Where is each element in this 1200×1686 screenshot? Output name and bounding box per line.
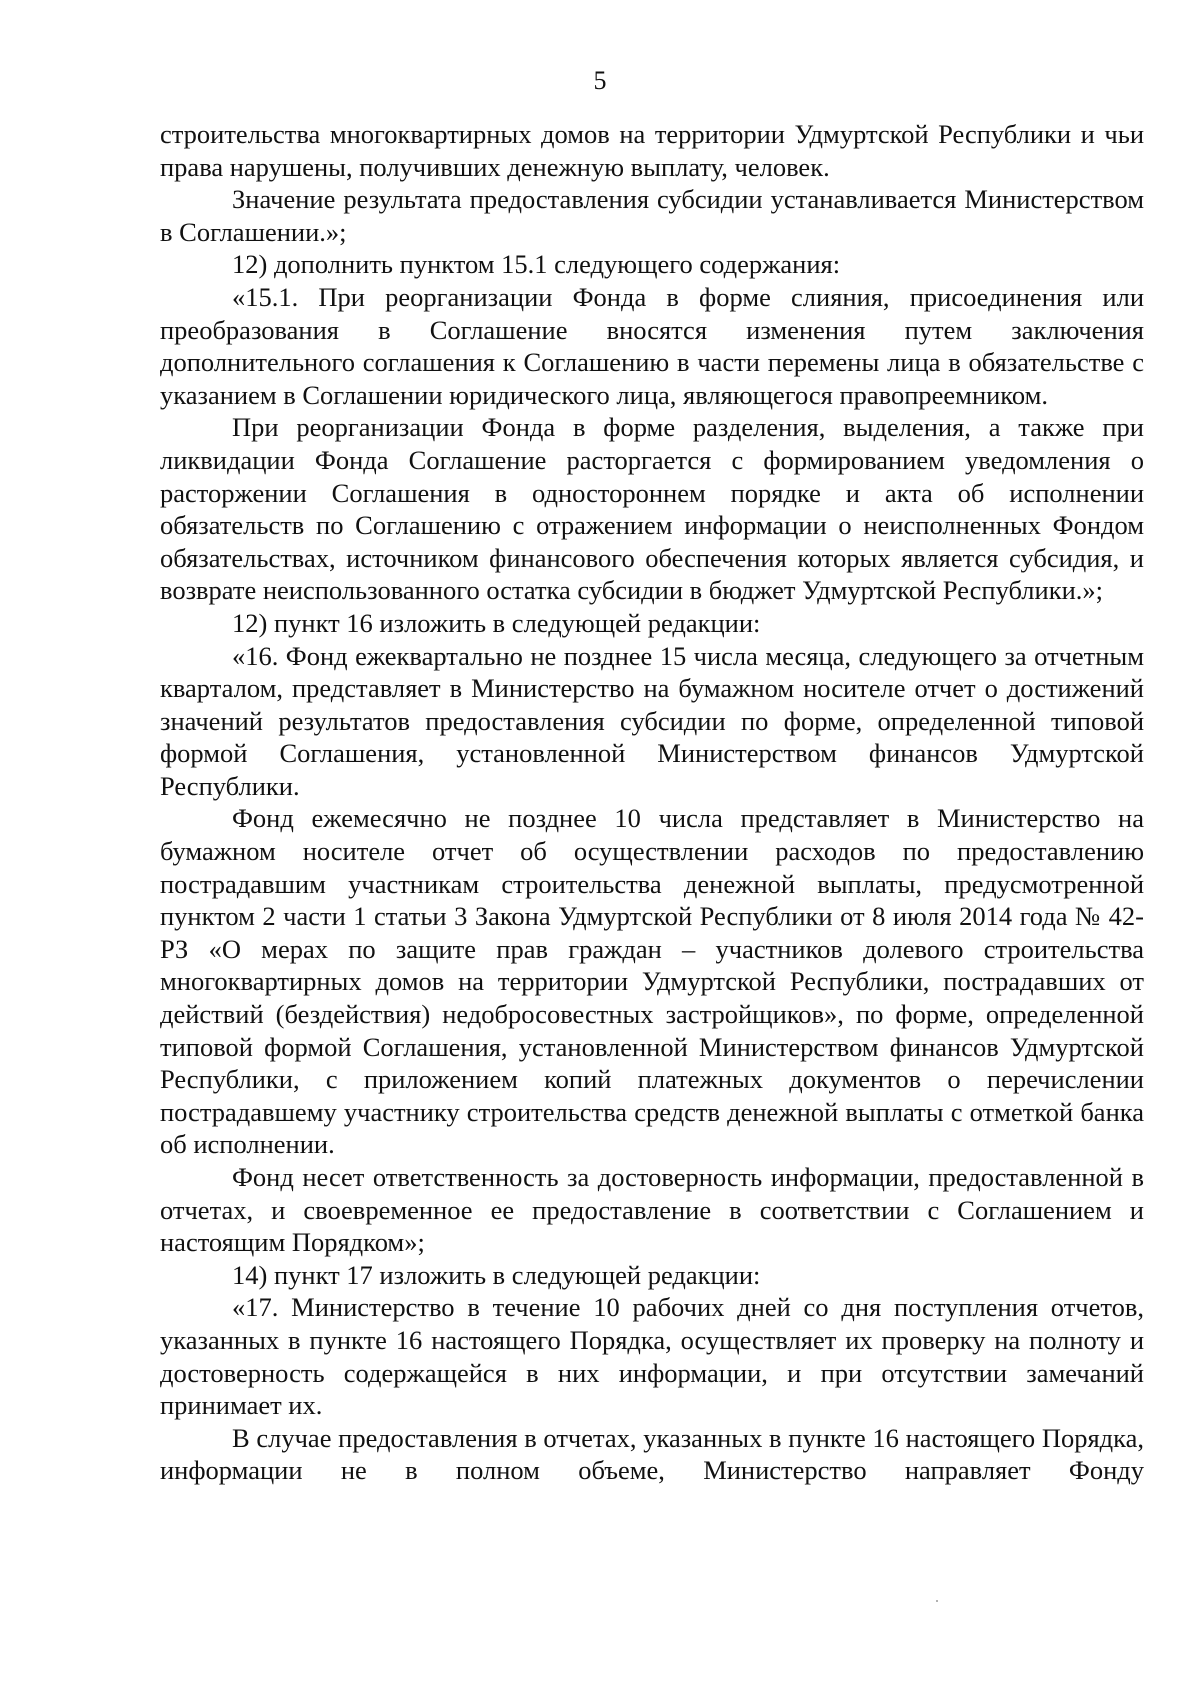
document-body	[160, 118, 1144, 1487]
clause-17: «17. Министерство в течение 10 рабочих дней со дня поступления отчетов, указанных в пункте 16 настоящего Порядка, осуществляет их проверку на полноту и достоверность содержащейся в них информации, и при отсутствии замечаний принимает их.	[160, 1292, 1144, 1421]
clause-16: «16. Фонд ежеквартально не позднее 15 числа месяца, следующего за отчетным кварталом, представляет в Министерство на бумажном носителе отчет о достижений значений результатов предоставления субсидии по форме, определенной типовой формой Соглашения, установленной Министерством финансов Удмуртской Республики.	[160, 640, 1144, 801]
paragraph-result-value: Значение результата предоставления субсидии устанавливается Министерством в Соглашении.»;	[160, 184, 1144, 247]
paragraph-monthly-report: Фонд ежемесячно не позднее 10 числа представляет в Министерство на бумажном носителе отчет об осуществлении расходов по предоставлению пострадавшим участникам строительства денежной выплаты, предусмотренной пунктом 2 части 1 статьи 3 Закона Удмуртской Республики от 8 июля 2014 года № 42-РЗ «О мерах по защите прав граждан – участников долевого строительства многоквартирных домов на территории Удмуртской Республики, пострадавших от действий (бездействия) недобросовестных застройщиков», по форме, определенной типовой формой Соглашения, установленной Министерством финансов Удмуртской Республики, с приложением копий платежных документов о перечислении пострадавшему участнику строительства средств денежной выплаты с отметкой банка об исполнении.	[160, 803, 1144, 1160]
paragraph-reorganization-termination: При реорганизации Фонда в форме разделения, выделения, а также при ликвидации Фонда Соглашение расторгается с формированием уведомления о расторжении Соглашения в одностороннем порядке и акта об исполнении обязательств по Соглашению с отражением информации о неисполненных Фондом обязательствах, источником финансового обеспечения которых является субсидия, и возврате неиспользованного остатка субсидии в бюджет Удмуртской Республики.»;	[160, 412, 1144, 606]
amendment-item-12-add-15-1: 12) дополнить пунктом 15.1 следующего содержания:	[232, 249, 841, 280]
amendment-item-14-clause-17: 14) пункт 17 изложить в следующей редакции:	[232, 1259, 761, 1290]
paragraph-responsibility: Фонд несет ответственность за достоверность информации, предоставленной в отчетах, и своевременное ее предоставление в соответствии с Соглашением и настоящим Порядком»;	[160, 1162, 1144, 1258]
amendment-item-12-clause-16: 12) пункт 16 изложить в следующей редакции:	[232, 607, 761, 638]
scan-speck	[936, 1600, 938, 1602]
clause-15-1: «15.1. При реорганизации Фонда в форме слияния, присоединения или преобразования в Соглашение вносятся изменения путем заключения дополнительного соглашения к Соглашению в части перемены лица в обязательстве с указанием в Соглашении юридического лица, являющегося правопреемником.	[160, 281, 1144, 410]
paragraph-incomplete-info: В случае предоставления в отчетах, указанных в пункте 16 настоящего Порядка, информации не в полном объеме, Министерство направляет Фонду	[160, 1422, 1144, 1486]
page-number: 5	[593, 66, 607, 95]
paragraph-continuation: строительства многоквартирных домов на территории Удмуртской Республики и чьи права нарушены, получивших денежную выплату, человек.	[160, 119, 1144, 182]
